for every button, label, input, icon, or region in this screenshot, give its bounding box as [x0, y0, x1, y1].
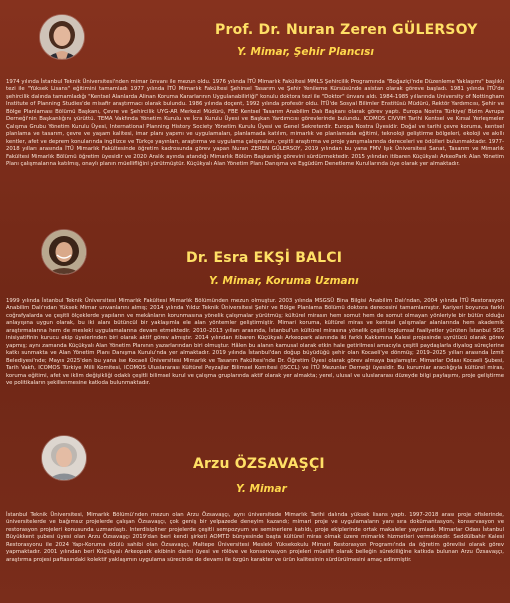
person-role: Y. Mimar, Koruma Uzmanı — [209, 275, 359, 287]
person-role: Y. Mimar, Şehir Plancısı — [237, 46, 374, 58]
bio-text: 1974 yılında İstanbul Teknik Üniversitesi'nden mimar ünvanı ile mezun oldu. 1976 yılında İTÜ Mimarlık Fakültesi MMLS Şehircilik Programında "Boğaziçi'nde Düzenleme Yaklaşımı" başlıklı tezi ile "Yüksek Lisans" eğitimini tamamladı 1977 yılında İTÜ Mimarlık Fakültesi Şehirsel Tasarım ve Şehir Yenileme Kürsüsünde asistan olarak göreve başladı. 1981 yılında İTÜ'de şehircilik dalında tamamladığı "Kentsel Alanlarda Alinan Koruma Kararlarının Uygulanabilirliği" konulu doktora tezi ile "Doktor" ünvanı aldı. 1984-1985 yıllarında University of Nottingham Institute of Planning Studies'de misafir araştırmacı olarak bulundu. 1986 yılında doçent, 1992 yılında profesör oldu. İTÜ'de Sosyal Bilimler Enstitüsü Müdürü, Rektör Yardımcısı, Şehir ve Bölge Planlaması Bölümü Başkanı, Çevre ve Şehircilik UYG-AR Merkezi Müdürü, FBE Kentsel Tasarım Anabilim Dalı Başkanı olarak görev yaptı. Europa Nostra Türkiye/ Bizim Avrupa Derneği'nin Başkanlığını yürüttü. TEMA Vakfında Yönetim Kurulu ve İcra Kurulu Üyesi ve Başkan Yardımcısı görevlerinde bulundu. ICOMOS CIVVIH Tarihi Kentsel ve Kırsal Yerleşmeler Çalışma Grubu Yönetim Kurulu Üyesi, International Planning History Society Yönetim Kurulu Üyesi ve Genel Sekreterdir. Europa Nostra Üyesidir. Doğal ve tarihi çevre koruma, kentsel planlama ve tasarım, çevre ve yaşam kalitesi, imar planı yapımı ve uygulamaları, planlamada katılım, mimarlık ve planlamada eğitimi, teknoloji geliştirme bölgeleri, ekoloji ve akıllı kentler, afet ve deprem konularında ingilizce ve Türkçe yayınları, araştırma ve uygulama çalışmaları, çeşitli araştırma ve proje yarışmalarında dereceleri ve ödülleri bulunmaktadır. 1977-2018 yılları arasında İTÜ Mimarlık Fakültesinde öğretim kadrosunda görev yapan Nuran ZEREN GÜLERSOY, 2019 yılından bu yana FMV Işık Üniversitesi Sanat, Tasarım ve Mimarlık Fakültesi Mimarlık Bölümü öğretim üyesidir ve 2020 Aralık ayında atandığı Mimarlık Bölüm Başkanlığı görevini sürdürmektedir. 2015 yılından itibaren Küçükyalı ArkeoPark Alan Yönetim Planı çalışmalarına katılmış, onaylı planın müellifliğini yürütmüştür. Küçükyalı Alan Yönetim Planı Danışma ve Eşgüdüm Denetleme Kurullarında üye olarak yer almaktadır. — [6, 79, 504, 167]
person-name: Prof. Dr. Nuran Zeren GÜLERSOY — [215, 22, 478, 38]
person-name: Dr. Esra EKŞİ BALCI — [186, 250, 343, 266]
avatar — [42, 436, 86, 480]
avatar — [40, 15, 84, 59]
bio-text: 1999 yılında İstanbul Teknik Üniversitesi Mimarlık Fakültesi Mimarlık Bölümünden mezun olmuştur. 2003 yılında MSGSÜ Bina Bilgisi Anabilim Dalı'ndan, 2004 yılında İTÜ Restorasyon Anabilim Dalı'ndan Yüksek Mimar unvanlarını almış; 2014 yılında Yıldız Teknik Üniversitesi Şehir ve Bölge Planlama Bölümü doktora derecesini tamamlamıştır. Kariyeri boyunca farklı coğrafyalarda ve çeşitli ölçeklerde yapıların ve mekânların korunmasına yönelik çalışmalar yürütmüş; kültürel mirasın hem somut hem de somut olmayan yönleriyle bir bütün olduğu anlayışına uygun olarak, bu iki alanı bütüncül bir yaklaşımla ele alan yöntemler geliştirmiştir. Mimari koruma, kültürel miras ve kentsel çalışmalar alanlarında hem akademik araştırmalarına hem de mesleki uygulamalarına devam etmektedir. 2010–2013 yılları arasında, İstanbul'un kültürel mirasına yönelik çeşitli toplumsal faaliyetler yürüten İstanbul SOS inisiyatifinin kurucu ekip üyelerinden biri olarak aktif görev almıştır. 2014 yılından itibaren Küçükyalı Arkeopark alanında iki farklı Kakkımına Kalesi projesinde uyrütücü olarak görev yapmış; aynı zamanda Küçükyalı Alan Yönetim Planının yazarlarından biri olmuştur. Hâlen bu alanın kamusal olarak etkin hale getirilmesi amacıyla çeşitli paydaşlarla diyalog süreçlerine katkı sunmakta ve Alan Yönetim Planı Danışma Kurulu'nda yer almaktadır. 2019 yılında İstanbul'dan doğup büyüdüğü şehir olan Kocaeli'ye dönmüş; 2019–2025 yılları arasında İzmit Belediyesi'nde; Mayıs 2025'den bu yana ise Kocaeli Üniversitesi Mimarlık ve Tasarım Fakültesi'nde Dr. Öğretim Üyesi olarak görev almaya başlamıştır. Mimarlar Odası Kocaeli Şubesi, Tarih Vakfı, ICOMOS Türkiye Milli Komitesi, ICOMOS Uluslararası Kültürel Peyzajlar Bilimsel Komitesi (ISCCL) ve İTÜ Mezunlar Derneği üyesidir. Bu kurumlar aracılığıyla kültürel miras, koruma eğitimi, afet ve iklim değişikliği odaklı çeşitli bilimsel kurul ve çalışma gruplarında aktif olarak yer almakta; yerel, ulusal ve uluslararası düzeyde bilgi paylaşımı, proje geliştirme ve politikaların şekillenmesine katkıda bulunmaktadır. — [6, 298, 504, 386]
bio-text: İstanbul Teknik Üniversitesi, Mimarlık Bölümü'nden mezun olan Arzu Özsavaşçı, aynı üniversitede Mimarlık Tarihi dalında yüksek lisans yaptı. 1997-2018 arası proje ofislerinde, üniversitelerde ve bağımsız projelerde çalışan Özsavaşçı, çok geniş bir yelpazede deneyim kazandı; mimari proje ve uygulamaların yanı sıra dokümantasyon, konservasyon ve restorasyon projeleri konusunda uzmanlaştı. Interdisipliner projelerde çeşitli sempozyum ve seminerlere katıldı, proje ekiplerinde ortak makaleler yayımladı. Mimarlar Odası İstanbul Büyükkent şubesi üyesi olan Arzu Özsavaşçı 2019'dan beri kendi şirketi AOMTD bünyesinde başta kültürel miras olmak üzere mimarlık hizmetleri vermektedir. Seddülbahir Kalesi Restorasyonu ile 2024 Yapı-Koruma ödülü sahibi olan Özsavaşçı, Maltepe Üniversitesi Mesleki Yüksekokulu Mimari Restorasyon Programı'nda da öğretim görevlisi olarak görev yapmaktadır. 2001 yılından beri Küçükyalı Arkeopark ekibinin daimi üyesi ve rölöve ve konservasyon projeleri müellifi olarak belleğin sürekliliğine katkıda bulunan Arzu Özsavaşçı, araştırma projesi paftasındaki kolektif yaklaşımın uygulama sürecinde de devamı ile özgün karakter ve ürün kalitesinin sürdürülmesini amaç edinmiştir. — [6, 512, 504, 563]
avatar — [42, 230, 86, 274]
person-name: Arzu ÖZSAVAŞÇI — [193, 456, 325, 472]
person-role: Y. Mimar — [236, 483, 287, 495]
